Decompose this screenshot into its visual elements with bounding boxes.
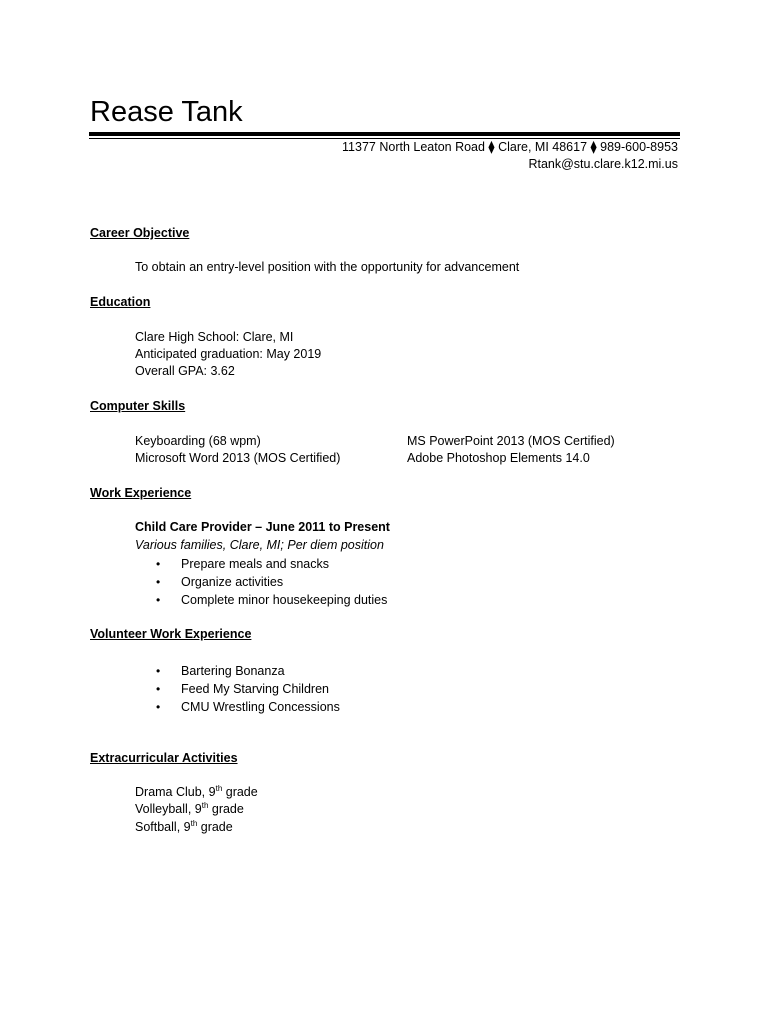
bullet-icon: • [156,593,161,607]
list-item: • Bartering Bonanza [156,664,285,678]
career-objective-text: To obtain an entry-level position with the opportunity for advancement [135,260,520,274]
education-school: Clare High School: Clare, MI [135,330,294,344]
work-experience-heading: Work Experience [90,486,192,500]
education-gpa: Overall GPA: 3.62 [135,364,235,378]
education-heading: Education [90,295,151,309]
skill-keyboarding: Keyboarding (68 wpm) [135,434,261,448]
contact-email: Rtank@stu.clare.k12.mi.us [528,157,678,171]
education-graduation: Anticipated graduation: May 2019 [135,347,322,361]
bullet-icon: • [156,682,161,696]
computer-skills-heading: Computer Skills [90,399,186,413]
resume-name: Rease Tank [90,96,243,128]
work-bullet-list [155,555,387,609]
header-rule-thick [89,132,680,136]
list-item: • Organize activities [156,575,284,589]
skill-word: Microsoft Word 2013 (MOS Certified) [135,451,341,465]
career-objective-heading: Career Objective [90,226,190,240]
work-job-subtitle: Various families, Clare, MI; Per diem position [135,538,384,552]
bullet-icon: • [156,575,161,589]
activity-softball: Softball, 9th grade [135,818,233,834]
list-item: • Complete minor housekeeping duties [156,593,388,607]
list-item: • Prepare meals and snacks [156,557,329,571]
extracurricular-heading: Extracurricular Activities [90,751,238,765]
bullet-icon: • [156,557,161,571]
list-item: • CMU Wrestling Concessions [156,700,340,714]
volunteer-bullet-list [155,662,340,716]
activity-volleyball: Volleyball, 9th grade [135,800,244,816]
skill-powerpoint: MS PowerPoint 2013 (MOS Certified) [407,434,615,448]
list-item: • Feed My Starving Children [156,682,329,696]
contact-address-phone: 11377 North Leaton Road ⧫ Clare, MI 48617 ⧫ 989-600-8953 [342,140,678,154]
bullet-icon: • [156,664,161,678]
bullet-icon: • [156,700,161,714]
work-job-title: Child Care Provider – June 2011 to Present [135,520,390,534]
activity-drama: Drama Club, 9th grade [135,783,258,799]
contact-block [342,139,678,173]
volunteer-heading: Volunteer Work Experience [90,627,252,641]
skill-photoshop: Adobe Photoshop Elements 14.0 [407,451,590,465]
